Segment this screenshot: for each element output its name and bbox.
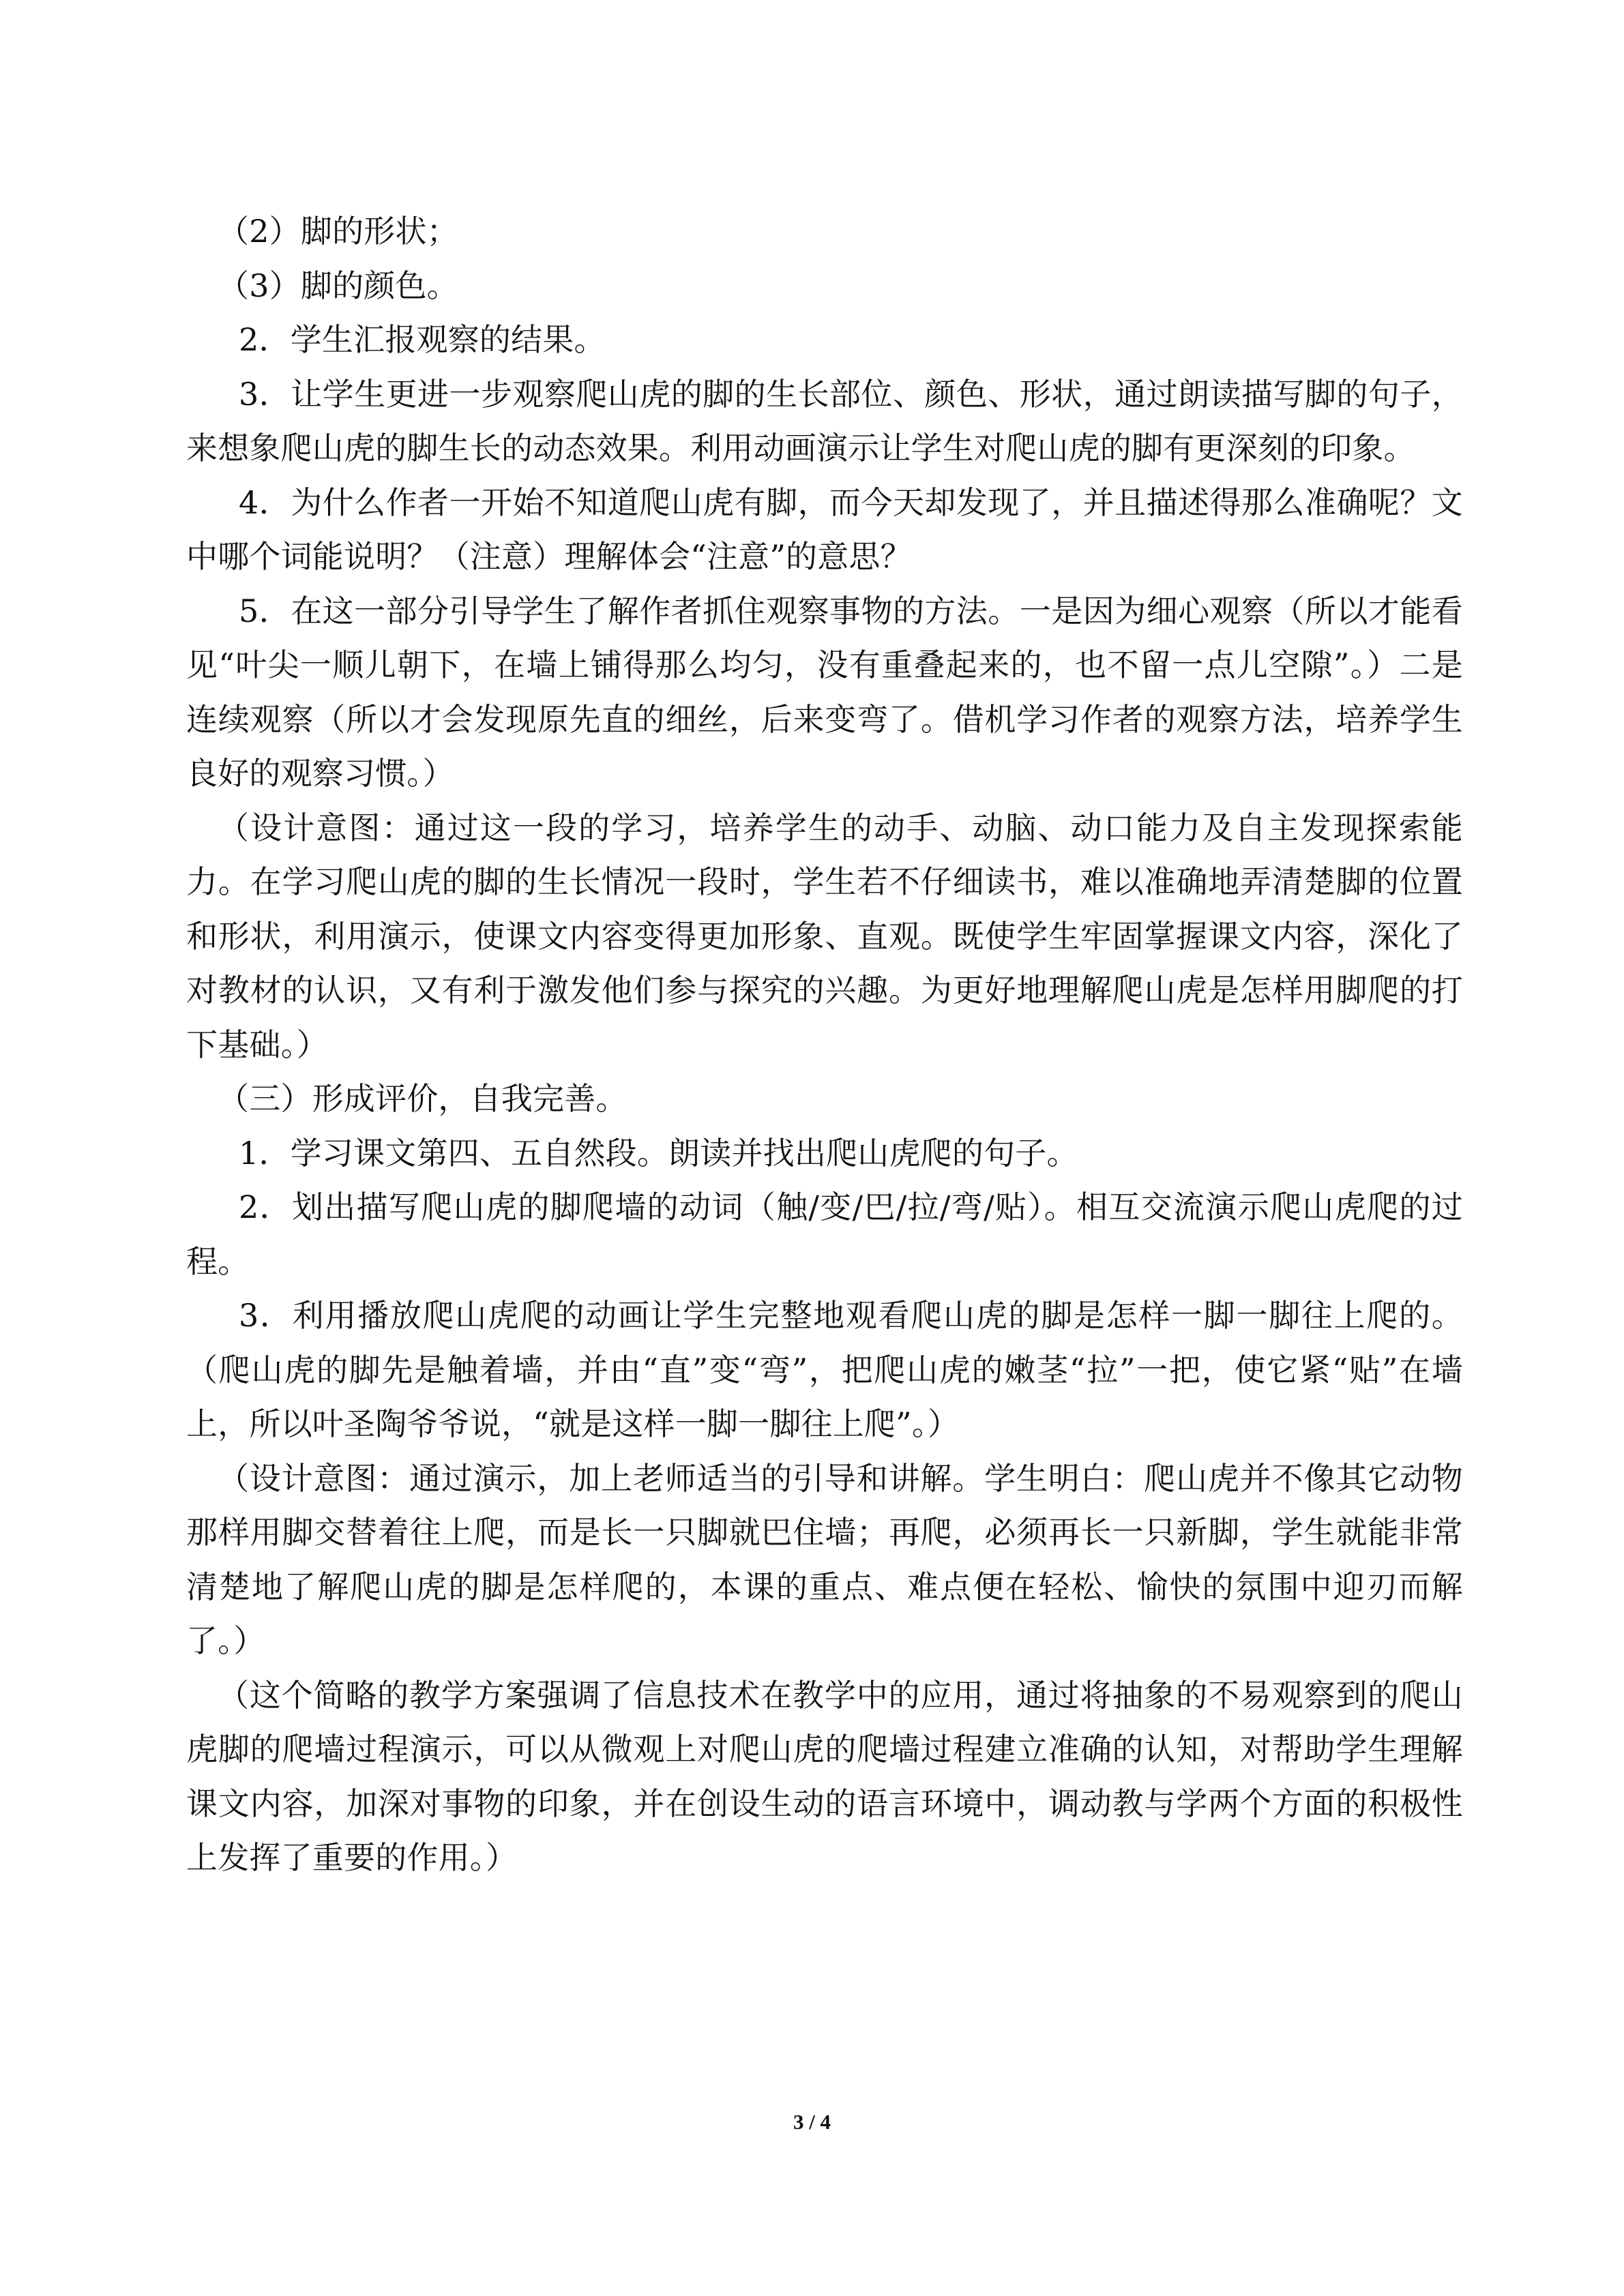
paragraph-step-2-report: 2．学生汇报观察的结果。 xyxy=(239,321,606,358)
paragraph-summary: （这个简略的教学方案强调了信息技术在教学中的应用，通过将抽象的不易观察到的爬山虎脚的爬墙过程演示，可以从微观上对爬山虎的爬墙过程建立准确的认知，对帮助学生理解课文内容，加深对事物的印象，并在创设生动的语言环境中，调动教与学两个方面的积极性上发挥了重要的作用。） xyxy=(186,1676,1463,1876)
paragraph-design-intent-2: （设计意图：通过演示，加上老师适当的引导和讲解。学生明白：爬山虎并不像其它动物那样用脚交替着往上爬，而是长一只脚就巴住墙；再爬，必须再长一只新脚，学生就能非常清楚地了解爬山虎的脚是怎样爬的，本课的重点、难点便在轻松、愉快的氛围中迎刃而解了。） xyxy=(186,1459,1463,1659)
page-number: 3 / 4 xyxy=(793,2110,831,2134)
paragraph-step-5-method: 5．在这一部分引导学生了解作者抓住观察事物的方法。一是因为细心观察（所以才能看见“叶尖一顺儿朝下，在墙上铺得那么均匀，没有重叠起来的，也不留一点儿空隙”。）二是连续观察（所以才会发现原先直的细丝，后来变弯了。借机学习作者的观察方法，培养学生良好的观察习惯。） xyxy=(186,592,1463,792)
paragraph-eval-step-2: 2．划出描写爬山虎的脚爬墙的动词（触/变/巴/拉/弯/贴）。相互交流演示爬山虎爬的过程。 xyxy=(186,1189,1463,1280)
paragraph-step-3-observe: 3．让学生更进一步观察爬山虎的脚的生长部位、颜色、形状，通过朗读描写脚的句子，来想象爬山虎的脚生长的动态效果。利用动画演示让学生对爬山虎的脚有更深刻的印象。 xyxy=(186,375,1463,466)
section-heading-evaluation: （三）形成评价，自我完善。 xyxy=(218,1080,628,1117)
document-body xyxy=(186,205,1463,1885)
paragraph-foot-shape: （2）脚的形状； xyxy=(218,213,458,250)
paragraph-step-4-question: 4．为什么作者一开始不知道爬山虎有脚，而今天却发现了，并且描述得那么准确呢？文中哪个词能说明？（注意）理解体会“注意”的意思？ xyxy=(186,483,1463,575)
paragraph-eval-step-3: 3．利用播放爬山虎爬的动画让学生完整地观看爬山虎的脚是怎样一脚一脚往上爬的。（爬山虎的脚先是触着墙，并由“直”变“弯”，把爬山虎的嫩茎“拉”一把，使它紧“贴”在墙上，所以叶圣陶爷爷说，“就是这样一脚一脚往上爬”。） xyxy=(186,1297,1463,1442)
paragraph-foot-color: （3）脚的颜色。 xyxy=(218,267,458,304)
paragraph-design-intent-1: （设计意图：通过这一段的学习，培养学生的动手、动脑、动口能力及自主发现探索能力。在学习爬山虎的脚的生长情况一段时，学生若不仔细读书，难以准确地弄清楚脚的位置和形状，利用演示，使课文内容变得更加形象、直观。既使学生牢固掌握课文内容，深化了对教材的认识，又有利于激发他们参与探究的兴趣。为更好地理解爬山虎是怎样用脚爬的打下基础。） xyxy=(186,809,1463,1063)
paragraph-eval-step-1: 1．学习课文第四、五自然段。朗读并找出爬山虎爬的句子。 xyxy=(239,1134,1078,1172)
